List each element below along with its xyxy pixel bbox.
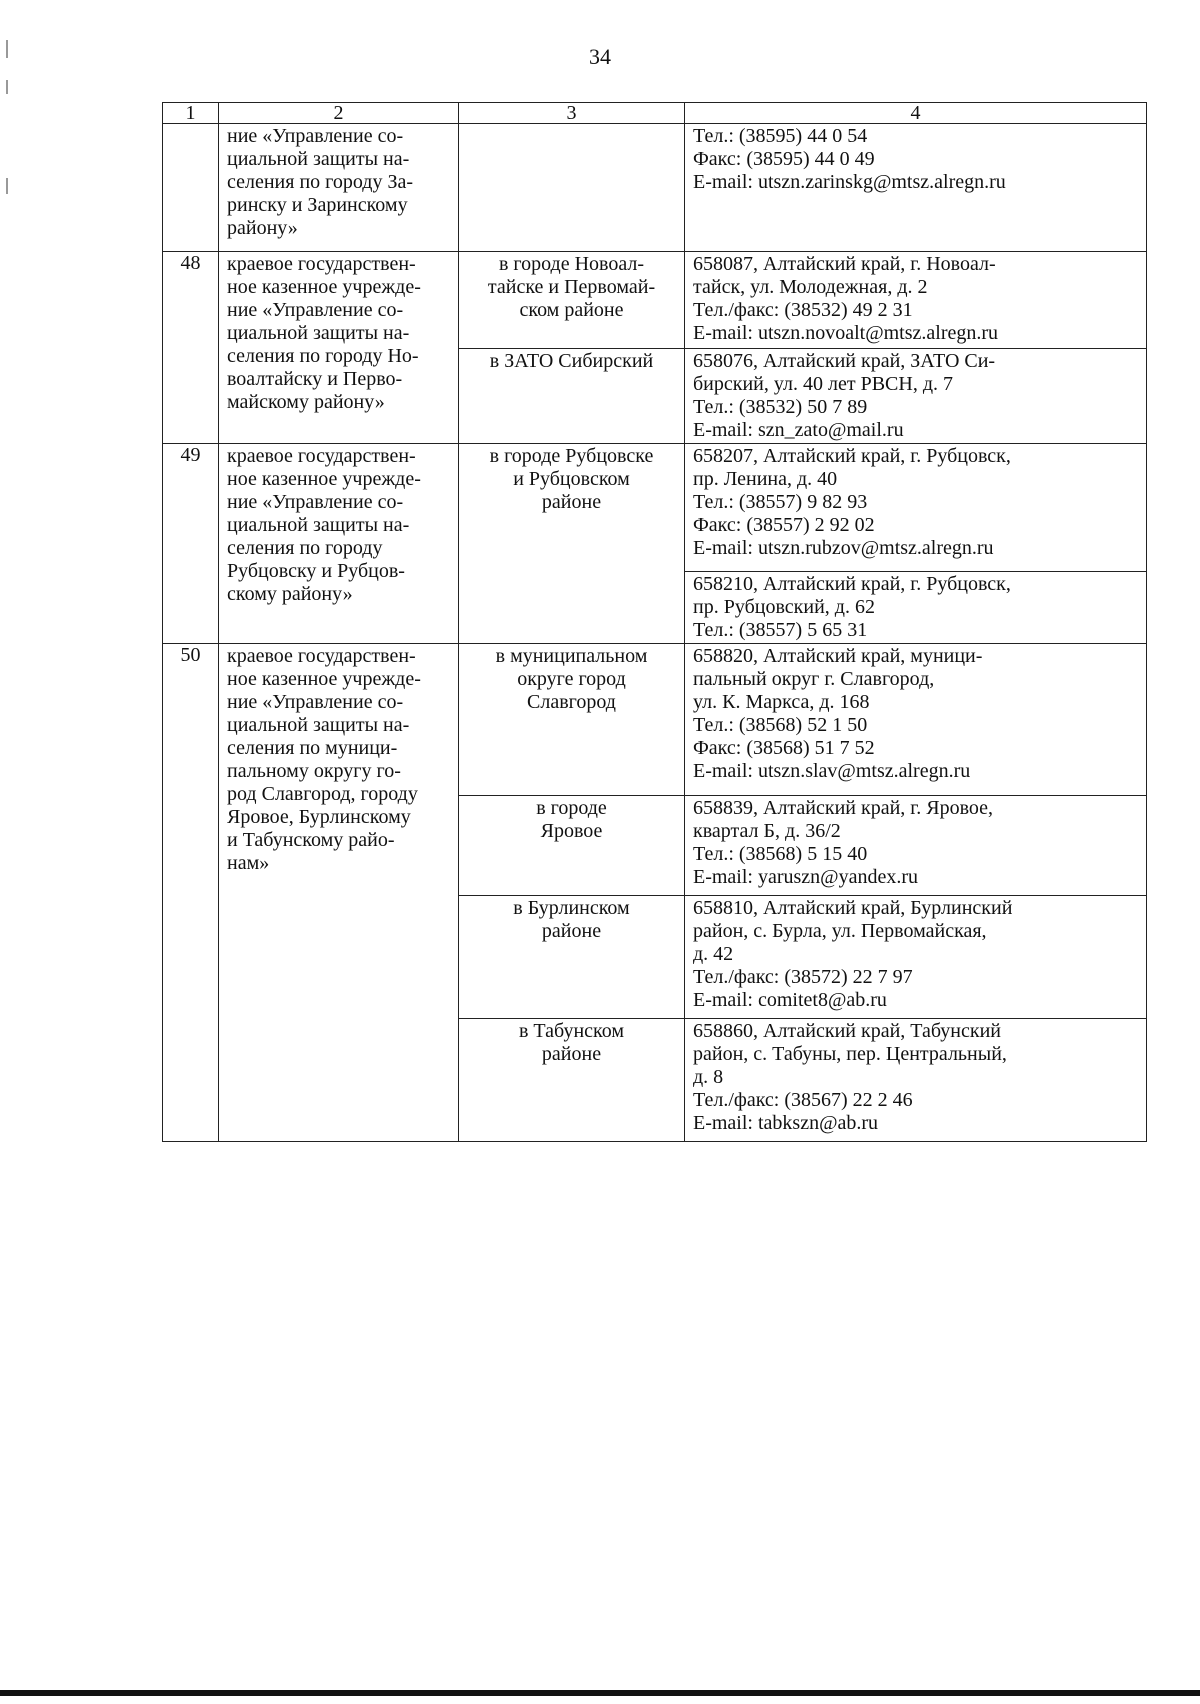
location-cell [459, 124, 685, 252]
table-row [163, 252, 1147, 349]
org-line: краевое государствен- [227, 445, 416, 467]
contact-line: район, с. Табуны, пер. Центральный, [693, 1043, 1007, 1065]
margin-tick [6, 178, 8, 194]
contact-line: 658087, Алтайский край, г. Новоал- [693, 253, 996, 275]
org-line: циальной защиты на- [227, 514, 410, 536]
org-line: циальной защиты на- [227, 148, 410, 170]
contact-line: Тел./факс: (38567) 22 2 46 [693, 1089, 913, 1111]
contact-cell [685, 572, 1147, 644]
contact-cell [685, 796, 1147, 896]
contact-line: E-mail: yaruszn@yandex.ru [693, 866, 919, 888]
row-number-cell: 49 [163, 444, 219, 644]
location-line: ском районе [519, 299, 624, 321]
org-line: Рубцовску и Рубцов- [227, 560, 405, 582]
organization-cell [219, 444, 459, 644]
contact-line: Тел.: (38557) 5 65 31 [693, 619, 868, 641]
page-number: 34 [589, 44, 611, 69]
location-line: районе [541, 920, 602, 942]
contact-line: пр. Ленина, д. 40 [693, 468, 838, 490]
org-line: циальной защиты на- [227, 714, 410, 736]
location-cell [459, 444, 685, 644]
header-col-3: 3 [459, 103, 685, 124]
contact-line: 658810, Алтайский край, Бурлинский [693, 897, 1013, 919]
organization-cell [219, 124, 459, 252]
contact-line: 658860, Алтайский край, Табунский [693, 1020, 1001, 1042]
location-line: районе [541, 491, 602, 513]
org-line: нам» [227, 852, 270, 874]
contact-line: район, с. Бурла, ул. Первомайская, [693, 920, 987, 942]
contact-line: Тел.: (38568) 52 1 50 [693, 714, 868, 736]
org-line: ное казенное учрежде- [227, 468, 421, 490]
contact-line: д. 42 [693, 943, 734, 965]
org-line: ние «Управление со- [227, 491, 404, 513]
location-line: округе город [517, 668, 626, 690]
location-line: в муниципальном [495, 645, 648, 667]
org-line: воалтайску и Перво- [227, 368, 403, 390]
contact-line: E-mail: comitet8@ab.ru [693, 989, 887, 1011]
org-line: селения по муници- [227, 737, 398, 759]
location-line: в городе Новоал- [498, 253, 645, 275]
org-line: Яровое, Бурлинскому [227, 806, 411, 828]
location-line: тайске и Первомай- [487, 276, 656, 298]
org-line: селения по городу За- [227, 171, 414, 193]
contact-line: 658207, Алтайский край, г. Рубцовск, [693, 445, 1011, 467]
contact-line: Факс: (38595) 44 0 49 [693, 148, 875, 170]
contact-line: E-mail: utszn.novoalt@mtsz.alregn.ru [693, 322, 999, 344]
row-number-cell: 50 [163, 644, 219, 1142]
contact-line: E-mail: utszn.zarinskg@mtsz.alregn.ru [693, 171, 1006, 193]
row-number-cell: 48 [163, 252, 219, 444]
row-number-cell [163, 124, 219, 252]
location-line: в ЗАТО Сибирский [489, 350, 654, 372]
org-line: скому району» [227, 583, 353, 605]
org-line: району» [227, 217, 298, 239]
location-cell [459, 644, 685, 796]
org-line: селения по городу [227, 537, 383, 559]
contact-line: Тел./факс: (38572) 22 7 97 [693, 966, 913, 988]
contact-cell [685, 1019, 1147, 1142]
location-cell [459, 896, 685, 1019]
org-line: род Славгород, городу [227, 783, 418, 805]
location-line: в Бурлинском [513, 897, 630, 919]
org-line: ние «Управление со- [227, 125, 404, 147]
org-line: селения по городу Но- [227, 345, 419, 367]
contact-line: д. 8 [693, 1066, 724, 1088]
table-row [163, 124, 1147, 252]
contact-line: E-mail: utszn.slav@mtsz.alregn.ru [693, 760, 971, 782]
location-line: и Рубцовском [513, 468, 630, 490]
contact-line: E-mail: szn_zato@mail.ru [693, 419, 904, 441]
contacts-table [162, 102, 1147, 1142]
location-line: Славгород [527, 691, 616, 713]
contact-line: Тел.: (38568) 5 15 40 [693, 843, 868, 865]
org-line: циальной защиты на- [227, 322, 410, 344]
contact-line: Тел.: (38595) 44 0 54 [693, 125, 868, 147]
org-line: и Табунскому райо- [227, 829, 395, 851]
location-line: в городе Рубцовске [489, 445, 654, 467]
org-line: майскому району» [227, 391, 385, 413]
org-line: пальному округу го- [227, 760, 401, 782]
location-cell [459, 1019, 685, 1142]
contact-line: E-mail: utszn.rubzov@mtsz.alregn.ru [693, 537, 994, 559]
contact-cell [685, 644, 1147, 796]
contact-line: ул. К. Маркса, д. 168 [693, 691, 870, 713]
location-cell [459, 252, 685, 349]
location-line: районе [541, 1043, 602, 1065]
contact-line: 658210, Алтайский край, г. Рубцовск, [693, 573, 1011, 595]
header-col-1: 1 [163, 103, 219, 124]
contact-line: тайск, ул. Молодежная, д. 2 [693, 276, 928, 298]
contact-line: 658839, Алтайский край, г. Яровое, [693, 797, 993, 819]
location-line: в городе [536, 797, 607, 819]
location-line: Яровое [540, 820, 603, 842]
organization-cell [219, 252, 459, 444]
location-cell [459, 349, 685, 444]
contact-line: Факс: (38568) 51 7 52 [693, 737, 875, 759]
contact-line: бирский, ул. 40 лет РВСН, д. 7 [693, 373, 953, 395]
contact-cell [685, 124, 1147, 252]
contact-line: Тел.: (38557) 9 82 93 [693, 491, 868, 513]
org-line: ное казенное учрежде- [227, 276, 421, 298]
org-line: ное казенное учрежде- [227, 668, 421, 690]
header-row [163, 103, 1147, 124]
location-cell [459, 796, 685, 896]
organization-cell [219, 644, 459, 1142]
scan-edge-rule [0, 1690, 1200, 1696]
contact-line: Тел.: (38532) 50 7 89 [693, 396, 868, 418]
contact-cell [685, 444, 1147, 572]
contact-cell [685, 896, 1147, 1019]
contact-cell [685, 349, 1147, 444]
org-line: краевое государствен- [227, 253, 416, 275]
org-line: ние «Управление со- [227, 691, 404, 713]
contact-line: 658820, Алтайский край, муници- [693, 645, 983, 667]
contact-cell [685, 252, 1147, 349]
header-col-2: 2 [219, 103, 459, 124]
location-line: в Табунском [518, 1020, 624, 1042]
contact-line: 658076, Алтайский край, ЗАТО Си- [693, 350, 996, 372]
org-line: ринску и Заринскому [227, 194, 408, 216]
table-row [163, 644, 1147, 796]
contact-line: пр. Рубцовский, д. 62 [693, 596, 875, 618]
contact-line: Тел./факс: (38532) 49 2 31 [693, 299, 913, 321]
margin-tick [6, 80, 8, 94]
contact-line: E-mail: tabkszn@ab.ru [693, 1112, 879, 1134]
org-line: краевое государствен- [227, 645, 416, 667]
contact-line: Факс: (38557) 2 92 02 [693, 514, 875, 536]
org-line: ние «Управление со- [227, 299, 404, 321]
contact-line: пальный округ г. Славгород, [693, 668, 935, 690]
contact-line: квартал Б, д. 36/2 [693, 820, 841, 842]
table-row [163, 444, 1147, 572]
header-col-4: 4 [685, 103, 1147, 124]
